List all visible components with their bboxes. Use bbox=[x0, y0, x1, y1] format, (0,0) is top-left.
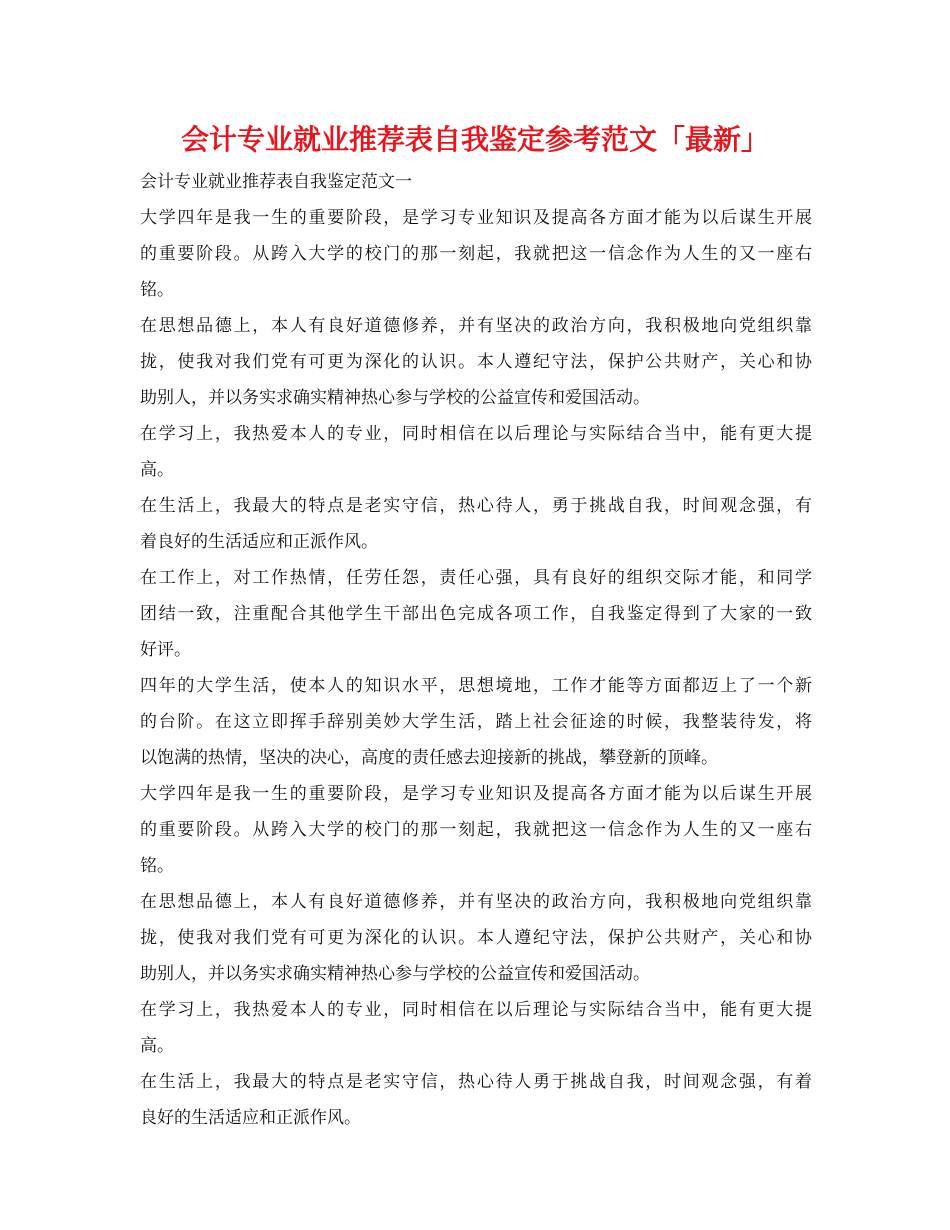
body-line: 在生活上，我最大的特点是老实守信，热心待人，勇于挑战自我，时间观念强，有 bbox=[140, 496, 812, 516]
body-line: 在工作上，对工作热情，任劳任怨，责任心强，具有良好的组织交际才能，和同学 bbox=[140, 568, 812, 588]
body-line: 在学习上，我热爱本人的专业，同时相信在以后理论与实际结合当中，能有更大提 bbox=[140, 1000, 812, 1020]
body-line: 高。 bbox=[140, 1036, 174, 1056]
body-line: 的台阶。在这立即挥手辞别美妙大学生活，踏上社会征途的时候，我整装待发，将 bbox=[140, 712, 812, 732]
body-line: 在思想品德上，本人有良好道德修养，并有坚决的政治方向，我积极地向党组织靠 bbox=[140, 892, 812, 912]
body-text bbox=[140, 200, 812, 1136]
body-line: 的重要阶段。从跨入大学的校门的那一刻起，我就把这一信念作为人生的又一座右 bbox=[140, 244, 812, 264]
body-line: 好评。 bbox=[140, 640, 191, 660]
body-line: 高。 bbox=[140, 460, 174, 480]
body-line: 助别人，并以务实求确实精神热心参与学校的公益宣传和爱国活动。 bbox=[140, 388, 650, 408]
body-line: 大学四年是我一生的重要阶段，是学习专业知识及提高各方面才能为以后谋生开展 bbox=[140, 784, 812, 804]
body-line: 团结一致，注重配合其他学生干部出色完成各项工作，自我鉴定得到了大家的一致 bbox=[140, 604, 812, 624]
document-subtitle: 会计专业就业推荐表自我鉴定范文一 bbox=[140, 172, 412, 192]
body-line: 拢，使我对我们党有可更为深化的认识。本人遵纪守法，保护公共财产，关心和协 bbox=[140, 352, 812, 372]
body-line: 铭。 bbox=[140, 280, 174, 300]
body-line: 在学习上，我热爱本人的专业，同时相信在以后理论与实际结合当中，能有更大提 bbox=[140, 424, 812, 444]
body-line: 着良好的生活适应和正派作风。 bbox=[140, 532, 378, 552]
body-line: 以饱满的热情，坚决的决心，高度的责任感去迎接新的挑战，攀登新的顶峰。 bbox=[140, 748, 718, 768]
body-line: 在生活上，我最大的特点是老实守信，热心待人勇于挑战自我，时间观念强，有着 bbox=[140, 1072, 812, 1092]
body-line: 良好的生活适应和正派作风。 bbox=[140, 1108, 361, 1128]
body-line: 助别人，并以务实求确实精神热心参与学校的公益宣传和爱国活动。 bbox=[140, 964, 650, 984]
body-line: 的重要阶段。从跨入大学的校门的那一刻起，我就把这一信念作为人生的又一座右 bbox=[140, 820, 812, 840]
document-title: 会计专业就业推荐表自我鉴定参考范文「最新」 bbox=[180, 123, 769, 156]
body-line: 大学四年是我一生的重要阶段，是学习专业知识及提高各方面才能为以后谋生开展 bbox=[140, 208, 812, 228]
body-line: 拢，使我对我们党有可更为深化的认识。本人遵纪守法，保护公共财产，关心和协 bbox=[140, 928, 812, 948]
body-line: 铭。 bbox=[140, 856, 174, 876]
document-body bbox=[140, 164, 812, 1136]
body-line: 四年的大学生活，使本人的知识水平，思想境地，工作才能等方面都迈上了一个新 bbox=[140, 676, 812, 696]
body-line: 在思想品德上，本人有良好道德修养，并有坚决的政治方向，我积极地向党组织靠 bbox=[140, 316, 812, 336]
